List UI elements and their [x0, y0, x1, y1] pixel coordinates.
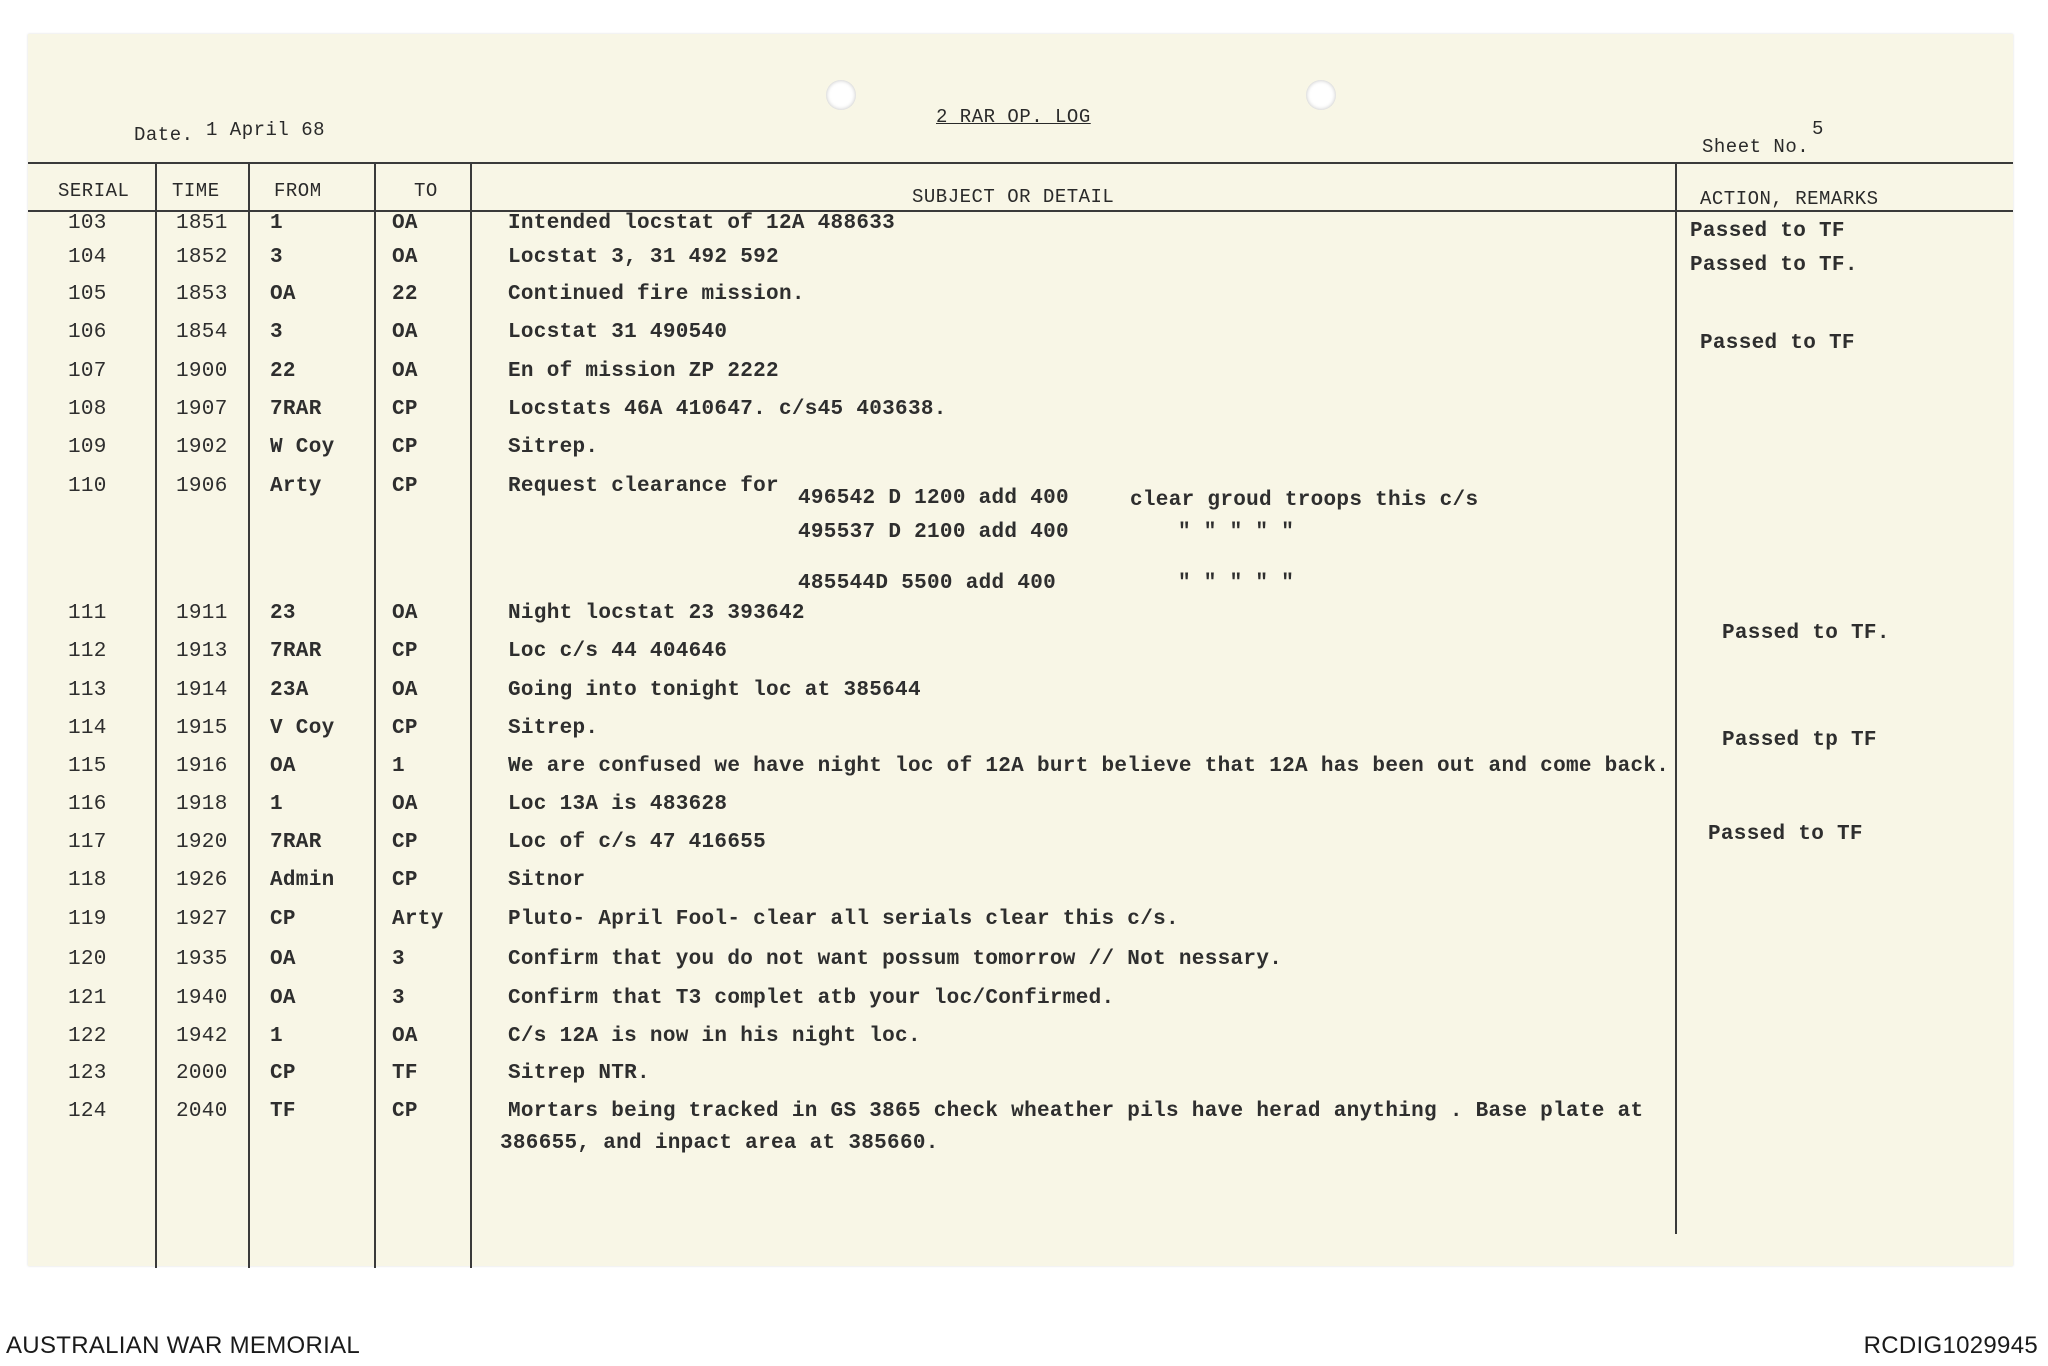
footer-archive-name: AUSTRALIAN WAR MEMORIAL — [6, 1332, 361, 1359]
to-cell: OA — [392, 360, 418, 383]
to-cell: TF — [392, 1062, 418, 1085]
from-cell: CP — [270, 1062, 296, 1085]
from-cell: 3 — [270, 321, 283, 344]
punch-hole-left — [826, 80, 856, 110]
clearance-grid: 485544D 5500 add 400 — [798, 572, 1057, 595]
time-cell: 1853 — [176, 283, 228, 306]
serial-cell: 110 — [68, 475, 107, 498]
from-cell: OA — [270, 283, 296, 306]
col-header-to: TO — [414, 180, 438, 202]
action-cell: Passed to TF — [1690, 220, 1845, 243]
subject-cell: C/s 12A is now in his night loc. — [508, 1025, 921, 1048]
time-cell: 2000 — [176, 1062, 228, 1085]
date-label: Date. — [134, 124, 194, 146]
serial-cell: 121 — [68, 987, 107, 1010]
to-cell: CP — [392, 831, 418, 854]
from-cell: 23 — [270, 602, 296, 625]
time-cell: 1902 — [176, 436, 228, 459]
action-cell: Passed to TF. — [1690, 254, 1858, 277]
from-cell: OA — [270, 987, 296, 1010]
from-cell: 7RAR — [270, 398, 322, 421]
sheet-value: 5 — [1812, 118, 1824, 140]
serial-cell: 113 — [68, 679, 107, 702]
serial-cell: 103 — [68, 212, 107, 235]
subject-cell: Sitrep. — [508, 717, 599, 740]
serial-cell: 108 — [68, 398, 107, 421]
from-cell: Arty — [270, 475, 322, 498]
time-cell: 1913 — [176, 640, 228, 663]
subject-cell: Confirm that you do not want possum tomorrow // Not nessary. — [508, 948, 1283, 971]
to-cell: OA — [392, 1025, 418, 1048]
date-value: 1 April 68 — [206, 119, 326, 141]
from-cell: OA — [270, 948, 296, 971]
subject-cell: Pluto- April Fool- clear all serials clear this c/s. — [508, 908, 1179, 931]
subject-cell: Going into tonight loc at 385644 — [508, 679, 921, 702]
time-cell: 1920 — [176, 831, 228, 854]
serial-cell: 104 — [68, 246, 107, 269]
serial-cell: 122 — [68, 1025, 107, 1048]
time-cell: 1911 — [176, 602, 228, 625]
to-cell: OA — [392, 321, 418, 344]
to-cell: CP — [392, 869, 418, 892]
serial-cell: 120 — [68, 948, 107, 971]
col-divider-5 — [1675, 162, 1677, 1234]
time-cell: 1915 — [176, 717, 228, 740]
to-cell: 3 — [392, 987, 405, 1010]
subject-continuation: 386655, and inpact area at 385660. — [500, 1132, 939, 1155]
subject-cell: Sitrep. — [508, 436, 599, 459]
serial-cell: 124 — [68, 1100, 107, 1123]
document-title: 2 RAR OP. LOG — [936, 106, 1091, 128]
to-cell: CP — [392, 436, 418, 459]
subject-cell: We are confused we have night loc of 12A burt believe that 12A has been out and come back. — [508, 755, 1670, 778]
time-cell: 1918 — [176, 793, 228, 816]
to-cell: OA — [392, 793, 418, 816]
to-cell: CP — [392, 398, 418, 421]
to-cell: CP — [392, 717, 418, 740]
time-cell: 1916 — [176, 755, 228, 778]
serial-cell: 117 — [68, 831, 107, 854]
table-top-rule — [28, 162, 2013, 164]
subject-cell: Loc c/s 44 404646 — [508, 640, 728, 663]
from-cell: 3 — [270, 246, 283, 269]
to-cell: 1 — [392, 755, 405, 778]
subject-cell: Night locstat 23 393642 — [508, 602, 805, 625]
col-divider-1 — [155, 162, 157, 1268]
subject-cell: Confirm that T3 complet atb your loc/Confirmed. — [508, 987, 1115, 1010]
subject-cell: En of mission ZP 2222 — [508, 360, 779, 383]
to-cell: CP — [392, 640, 418, 663]
action-cell: Passed to TF — [1700, 332, 1855, 355]
col-divider-3 — [374, 162, 376, 1268]
subject-cell: Loc of c/s 47 416655 — [508, 831, 767, 854]
col-header-serial: SERIAL — [58, 180, 130, 202]
col-header-subject: SUBJECT OR DETAIL — [912, 186, 1115, 208]
col-header-time: TIME — [172, 180, 220, 202]
from-cell: 1 — [270, 793, 283, 816]
serial-cell: 123 — [68, 1062, 107, 1085]
serial-cell: 107 — [68, 360, 107, 383]
time-cell: 2040 — [176, 1100, 228, 1123]
to-cell: Arty — [392, 908, 444, 931]
action-cell: Passed to TF — [1708, 823, 1863, 846]
action-cell: Passed to TF. — [1722, 622, 1890, 645]
sheet-label: Sheet No. — [1702, 136, 1810, 158]
from-cell: V Coy — [270, 717, 335, 740]
time-cell: 1927 — [176, 908, 228, 931]
serial-cell: 105 — [68, 283, 107, 306]
punch-hole-right — [1306, 80, 1336, 110]
subject-cell: Locstat 31 490540 — [508, 321, 728, 344]
time-cell: 1852 — [176, 246, 228, 269]
to-cell: OA — [392, 212, 418, 235]
time-cell: 1926 — [176, 869, 228, 892]
time-cell: 1854 — [176, 321, 228, 344]
subject-cell: Sitnor — [508, 869, 586, 892]
from-cell: CP — [270, 908, 296, 931]
col-header-from: FROM — [274, 180, 322, 202]
time-cell: 1907 — [176, 398, 228, 421]
from-cell: OA — [270, 755, 296, 778]
from-cell: Admin — [270, 869, 335, 892]
table-header-rule — [28, 210, 2013, 212]
serial-cell: 118 — [68, 869, 107, 892]
from-cell: 22 — [270, 360, 296, 383]
from-cell: 1 — [270, 212, 283, 235]
serial-cell: 114 — [68, 717, 107, 740]
subject-cell: Locstat 3, 31 492 592 — [508, 246, 779, 269]
col-divider-2 — [248, 162, 250, 1268]
action-cell: Passed tp TF — [1722, 729, 1877, 752]
to-cell: OA — [392, 602, 418, 625]
serial-cell: 109 — [68, 436, 107, 459]
from-cell: 23A — [270, 679, 309, 702]
to-cell: CP — [392, 475, 418, 498]
clearance-note: clear groud troops this c/s — [1130, 489, 1479, 512]
serial-cell: 111 — [68, 602, 107, 625]
from-cell: W Coy — [270, 436, 335, 459]
subject-cell: Intended locstat of 12A 488633 — [508, 212, 896, 235]
to-cell: 22 — [392, 283, 418, 306]
time-cell: 1935 — [176, 948, 228, 971]
time-cell: 1914 — [176, 679, 228, 702]
clearance-grid: 496542 D 1200 add 400 — [798, 487, 1069, 510]
from-cell: 1 — [270, 1025, 283, 1048]
to-cell: OA — [392, 246, 418, 269]
subject-cell: Request clearance for — [508, 475, 779, 498]
from-cell: 7RAR — [270, 640, 322, 663]
subject-cell: Loc 13A is 483628 — [508, 793, 728, 816]
time-cell: 1940 — [176, 987, 228, 1010]
time-cell: 1851 — [176, 212, 228, 235]
time-cell: 1900 — [176, 360, 228, 383]
to-cell: CP — [392, 1100, 418, 1123]
clearance-grid: 495537 D 2100 add 400 — [798, 521, 1069, 544]
to-cell: OA — [392, 679, 418, 702]
serial-cell: 119 — [68, 908, 107, 931]
subject-cell: Sitrep NTR. — [508, 1062, 650, 1085]
from-cell: 7RAR — [270, 831, 322, 854]
from-cell: TF — [270, 1100, 296, 1123]
clearance-note: " " " " " — [1178, 521, 1295, 544]
time-cell: 1942 — [176, 1025, 228, 1048]
serial-cell: 112 — [68, 640, 107, 663]
col-header-action: ACTION, REMARKS — [1700, 188, 1879, 210]
serial-cell: 115 — [68, 755, 107, 778]
subject-cell: Continued fire mission. — [508, 283, 805, 306]
clearance-note: " " " " " — [1178, 572, 1295, 595]
subject-cell: Locstats 46A 410647. c/s45 403638. — [508, 398, 947, 421]
serial-cell: 116 — [68, 793, 107, 816]
time-cell: 1906 — [176, 475, 228, 498]
log-sheet — [28, 34, 2013, 1266]
serial-cell: 106 — [68, 321, 107, 344]
footer-record-id: RCDIG1029945 — [1863, 1332, 2038, 1359]
subject-cell: Mortars being tracked in GS 3865 check wheather pils have herad anything . Base plate at — [508, 1100, 1644, 1123]
col-divider-4 — [470, 162, 472, 1268]
to-cell: 3 — [392, 948, 405, 971]
